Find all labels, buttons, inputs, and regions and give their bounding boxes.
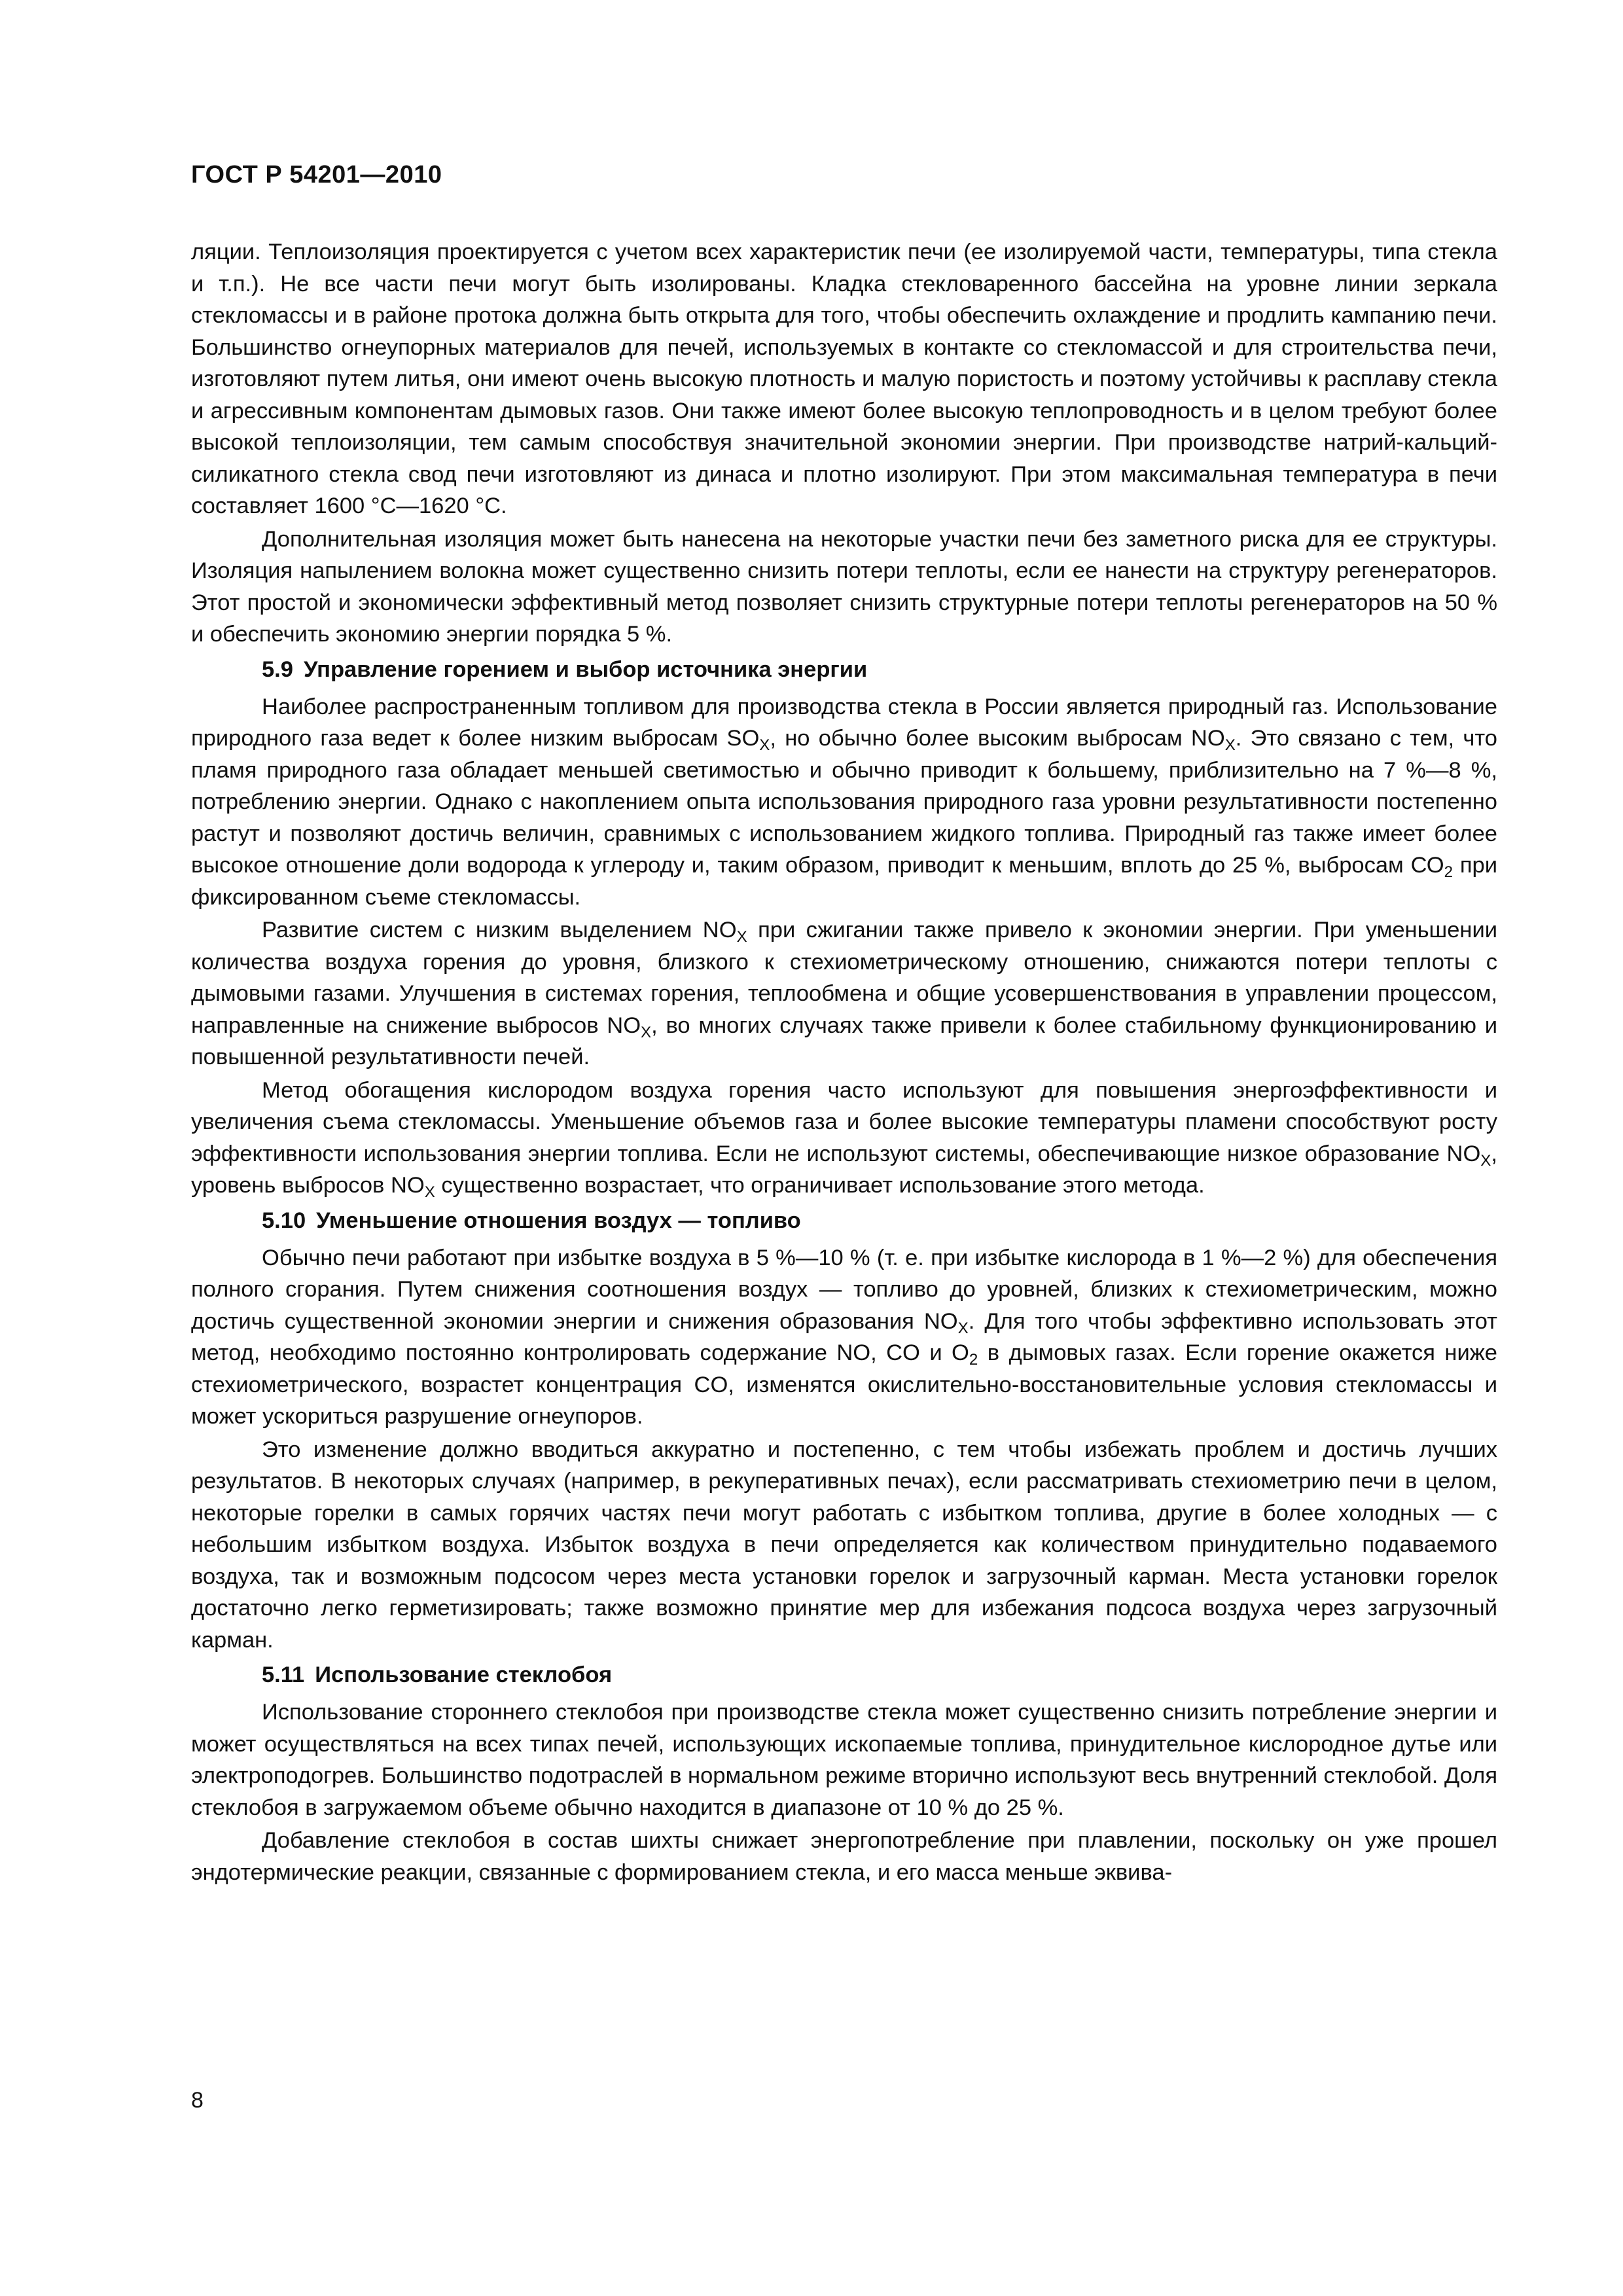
section-heading [191,1204,1497,1237]
paragraph: Развитие систем с низким выделением $NO_X$ при сжигании также привело к экономии энергии. При уменьшении количества воздуха горения до уровня, близкого к стехиометрическому отношению, снижаются потери теплоты с дымовыми газами. Улучшения в системах горения, теплообмена и общие усовершенствования в управлении процессом, направленные на снижение выбросов $NO_X$, во многих случаях также привели к более стабильному функционированию и повышенной результативности печей. [191,918,1497,1069]
section-number: 5.10 [262,1208,306,1233]
paragraph: Дополнительная изоляция может быть нанесена на некоторые участки печи без заметного риска для ее структуры. Изоляция напылением волокна может существенно снизить потери теплоты, если ее нанести на структуру регенераторов. Этот простой и экономически эффективный метод позволяет снизить структурные потери теплоты регенераторов на 50 % и обеспечить экономию энергии порядка 5 %. [191,526,1497,647]
section-title: Управление горением и выбор источника энергии [303,656,868,682]
paragraph: Использование стороннего стеклобоя при производстве стекла может существенно снизить потребление энергии и может осуществляться на всех типах печей, использующих ископаемые топлива, принудительное кислородное дутье или электроподогрев. Большинство подотраслей в нормальном режиме вторично используют весь внутренний стеклобой. Доля стеклобоя в загружаемом объеме обычно находится в диапазоне от 10 % до 25 %. [191,1700,1497,1820]
paragraph: Обычно печи работают при избытке воздуха в 5 %—10 % (т. е. при избытке кислорода в 1 %—2 %) для обеспечения полного сгорания. Путем снижения соотношения воздух — топливо до уровней, близких к стехиометрическим, можно достичь существенной экономии энергии и снижения образования $NO_X$. Для того чтобы эффективно использовать этот метод, необходимо постоянно контролировать содержание NO, CO и $O_2$ в дымовых газах. Если горение окажется ниже стехиометрического, возрастет концентрация CO, изменятся окислительно-восстановительные условия стекломассы и может ускориться разрушение огнеупоров. [191,1245,1497,1429]
page-body [191,161,1497,1890]
paragraph: Добавление стеклобоя в состав шихты снижает энергопотребление при плавлении, поскольку он уже прошел эндотермические реакции, связанные с формированием стекла, и его масса меньше эквива- [191,1828,1497,1885]
subscript: X [957,1319,969,1337]
section-title: Уменьшение отношения воздух — топливо [316,1208,801,1233]
subscript: X [1480,1151,1491,1170]
paragraph: ляции. Теплоизоляция проектируется с учетом всех характеристик печи (ее изолируемой части, температуры, типа стекла и т.п.). Не все части печи могут быть изолированы. Кладка стекловаренного бассейна на уровне линии зеркала стекломассы и в районе протока должна быть открыта для того, чтобы обеспечить охлаждение и продлить кампанию печи. Большинство огнеупорных материалов для печей, используемых в контакте со стекломассой и для строительства печи, изготовляют путем литья, они имеют очень высокую плотность и малую пористость и поэтому устойчивы к расплаву стекла и агрессивным компонентам дымовых газов. Они также имеют более высокую теплопроводность и в целом требуют более высокой теплоизоляции, тем самым способствуя значительной экономии энергии. При производстве натрий-кальций-силикатного стекла свод печи изготовляют из динаса и плотно изолируют. При этом максимальная температура в печи составляет 1600 °С—1620 °С. [191,240,1497,518]
paragraph: Метод обогащения кислородом воздуха горения часто используют для повышения энергоэффективности и увеличения съема стекломассы. Уменьшение объемов газа и более высокие температуры пламени способствуют росту эффективности использования энергии топлива. Если не используют системы, обеспечивающие низкое образование $NO_X$, уровень выбросов $NO_X$ существенно возрастает, что ограничивает использование этого метода. [191,1077,1497,1202]
section-heading [191,653,1497,686]
section-title: Использование стеклобоя [315,1662,613,1687]
subscript: 2 [1444,863,1454,882]
section-number: 5.11 [262,1662,305,1687]
paragraph: Наиболее распространенным топливом для производства стекла в России является природный газ. Использование природного газа ведет к более низким выбросам $SO_X$, но обычно более высоким выбросам $NO_X$. Это связано с тем, что пламя природного газа обладает меньшей светимостью и обычно приводит к большему, приблизительно на 7 %—8 %, потреблению энергии. Однако с накоплением опыта использования природного газа уровни результативности постепенно растут и позволяют достичь величин, сравнимых с использованием жидкого топлива. Природный газ также имеет более высокое отношение доли водорода к углероду и, таким образом, приводит к меньшим, вплоть до 25 %, выбросам $СО_2$ при фиксированном съеме стекломассы. [191,694,1498,910]
section-heading [191,1659,1497,1691]
paragraph: Это изменение должно вводиться аккуратно и постепенно, с тем чтобы избежать проблем и достичь лучших результатов. В некоторых случаях (например, в рекуперативных печах), если рассматривать стехиометрию печи в целом, некоторые горелки в самых горячих частях печи могут работать с избытком топлива, другие в более холодных — с небольшим избытком воздуха. Избыток воздуха в печи определяется как количеством принудительно подаваемого воздуха, так и возможным подсосом через места установки горелок и загрузочный карман. Места установки горелок достаточно легко герметизировать; также возможно принятие мер для избежания подсоса воздуха через загрузочный карман. [191,1437,1497,1653]
section-number: 5.9 [262,656,293,682]
subscript: X [641,1023,652,1041]
subscript: X [424,1183,435,1202]
subscript: X [736,928,747,946]
page-number: 8 [191,2088,204,2113]
subscript: 2 [969,1351,978,1369]
document-header: ГОСТ Р 54201—2010 [191,161,442,188]
subscript: X [1224,736,1236,755]
subscript: X [759,736,770,755]
